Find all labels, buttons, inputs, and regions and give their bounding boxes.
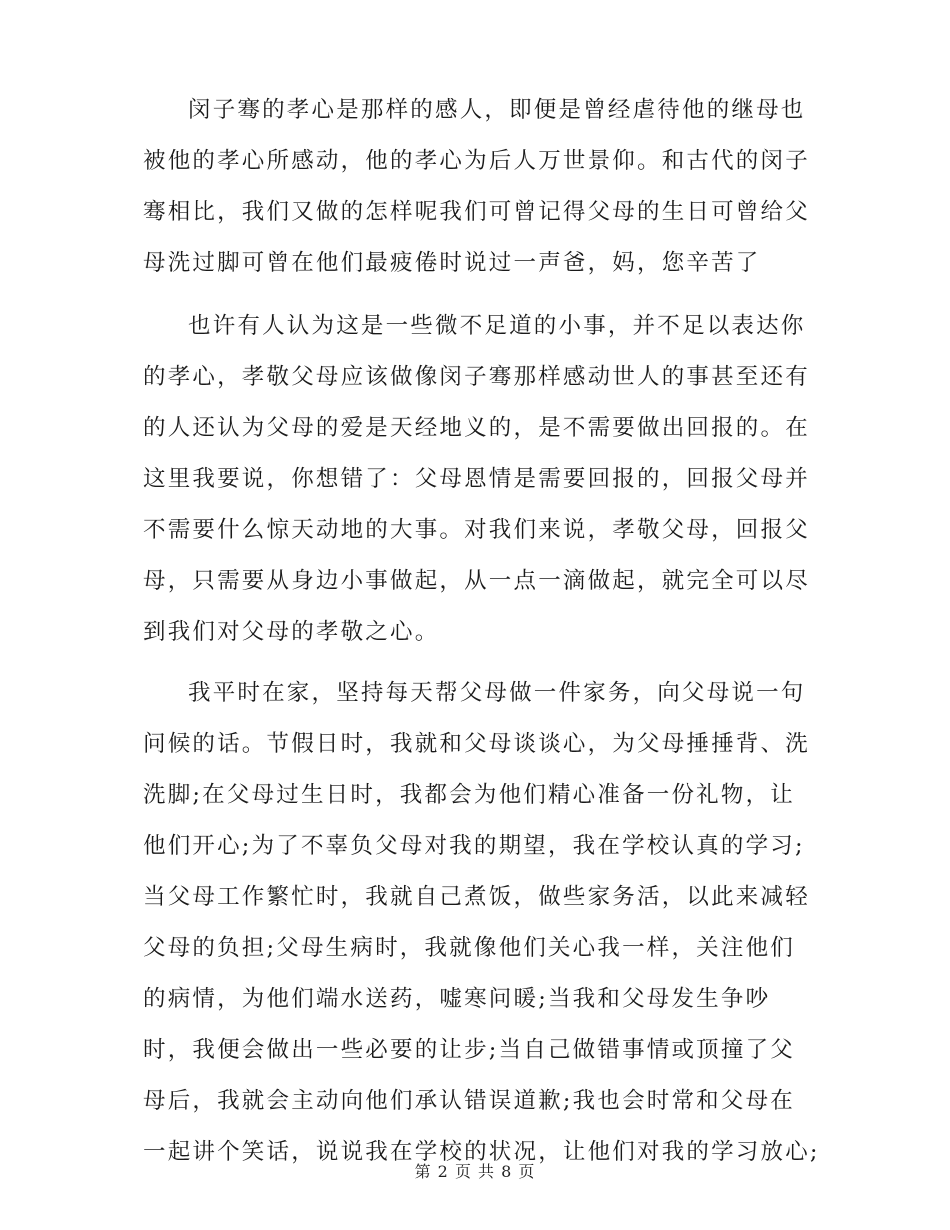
paragraph-2-line-4: 这里我要说，你想错了：父母恩情是需要回报的，回报父母并 — [143, 466, 810, 492]
paragraph-2-line-6: 母，只需要从身边小事做起，从一点一滴做起，就完全可以尽 — [143, 568, 810, 594]
paragraph-2-line-2: 的孝心，孝敬父母应该做像闵子骞那样感动世人的事甚至还有 — [143, 364, 810, 390]
paragraph-3-line-1: 我平时在家，坚持每天帮父母做一件家务，向父母说一句 — [188, 680, 806, 706]
paragraph-3-line-10: 一起讲个笑话，说说我在学校的状况，让他们对我的学习放心; — [143, 1139, 820, 1165]
paragraph-2-line-7: 到我们对父母的孝敬之心。 — [143, 619, 440, 645]
paragraph-3-line-2: 问候的话。节假日时，我就和父母谈谈心，为父母捶捶背、洗 — [143, 731, 810, 757]
paragraph-3-line-8: 时，我便会做出一些必要的让步;当自己做错事情或顶撞了父 — [143, 1037, 795, 1063]
paragraph-2-line-3: 的人还认为父母的爱是天经地义的，是不需要做出回报的。在 — [143, 415, 810, 441]
paragraph-3-line-6: 父母的负担;父母生病时，我就像他们关心我一样，关注他们 — [143, 935, 795, 961]
page-number-footer: 第 2 页 共 8 页 — [414, 1162, 536, 1181]
paragraph-1-line-2: 被他的孝心所感动，他的孝心为后人万世景仰。和古代的闵子 — [143, 148, 810, 174]
paragraph-3-line-3: 洗脚;在父母过生日时，我都会为他们精心准备一份礼物，让 — [143, 782, 795, 808]
paragraph-3-line-4: 他们开心;为了不辜负父母对我的期望，我在学校认真的学习; — [143, 833, 805, 859]
paragraph-3-line-7: 的病情，为他们端水送药，嘘寒问暖;当我和父母发生争吵 — [143, 986, 771, 1012]
paragraph-3-line-5: 当父母工作繁忙时，我就自己煮饭，做些家务活，以此来减轻 — [143, 884, 810, 910]
paragraph-2-line-5: 不需要什么惊天动地的大事。对我们来说，孝敬父母，回报父 — [143, 517, 810, 543]
paragraph-1-line-1: 闵子骞的孝心是那样的感人，即便是曾经虐待他的继母也 — [188, 97, 806, 123]
paragraph-2-line-1: 也许有人认为这是一些微不足道的小事，并不足以表达你 — [188, 313, 806, 339]
paragraph-3-line-9: 母后，我就会主动向他们承认错误道歉;我也会时常和父母在 — [143, 1088, 795, 1114]
paragraph-1-line-3: 骞相比，我们又做的怎样呢我们可曾记得父母的生日可曾给父 — [143, 199, 810, 225]
paragraph-1-line-4: 母洗过脚可曾在他们最疲倦时说过一声爸，妈，您辛苦了 — [143, 250, 761, 276]
